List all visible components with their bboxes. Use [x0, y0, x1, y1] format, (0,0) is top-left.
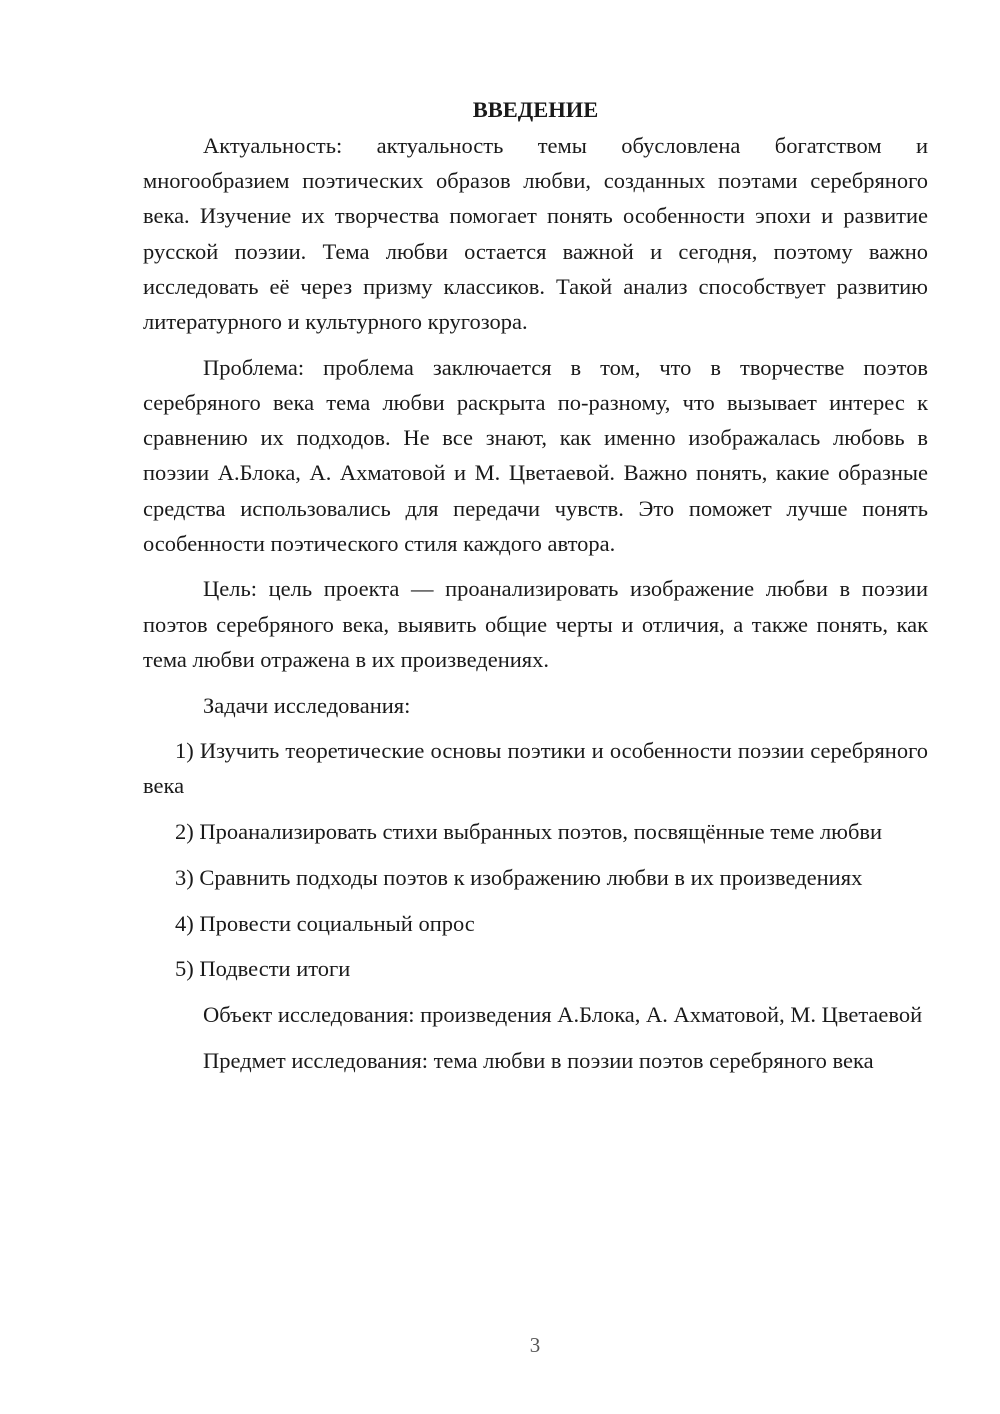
- relevance-paragraph: Актуальность: актуальность темы обусловлена богатством и многообразием поэтических образов любви, созданных поэтами серебряного века. Изучение их творчества помогает понять особенности эпохи и развитие русской поэзии. Тема любви остается важной и сегодня, поэтому важно исследовать её через призму классиков. Такой анализ способствует развитию литературного и культурного кругозора.: [143, 133, 928, 335]
- subject-paragraph: Предмет исследования: тема любви в поэзии поэтов серебряного века: [203, 1047, 874, 1073]
- task-item-1: 1) Изучить теоретические основы поэтики и особенности поэзии серебряного века: [143, 738, 928, 799]
- object-paragraph: Объект исследования: произведения А.Блока, А. Ахматовой, М. Цветаевой: [203, 1001, 923, 1027]
- problem-paragraph: Проблема: проблема заключается в том, что в творчестве поэтов серебряного века тема любви раскрыта по-разному, что вызывает интерес к сравнению их подходов. Не все знают, как именно изображалась любовь в поэзии А.Блока, А. Ахматовой и М. Цветаевой. Важно понять, какие образные средства использовались для передачи чувств. Это поможет лучше понять особенности поэтического стиля каждого автора.: [143, 354, 928, 556]
- tasks-heading: Задачи исследования:: [203, 692, 411, 718]
- task-item-4: 4) Провести социальный опрос: [175, 910, 475, 936]
- task-item-3: 3) Сравнить подходы поэтов к изображению любви в их произведениях: [175, 864, 863, 890]
- task-item-5: 5) Подвести итоги: [175, 956, 351, 982]
- page-number: 3: [529, 1333, 541, 1357]
- document-page: [143, 92, 928, 1088]
- task-item-2: 2) Проанализировать стихи выбранных поэтов, посвящённые теме любви: [175, 819, 883, 845]
- section-title: ВВЕДЕНИЕ: [472, 97, 599, 122]
- goal-paragraph: Цель: цель проекта — проанализировать изображение любви в поэзии поэтов серебряного века, выявить общие черты и отличия, а также понять, как тема любви отражена в их произведениях.: [143, 576, 928, 672]
